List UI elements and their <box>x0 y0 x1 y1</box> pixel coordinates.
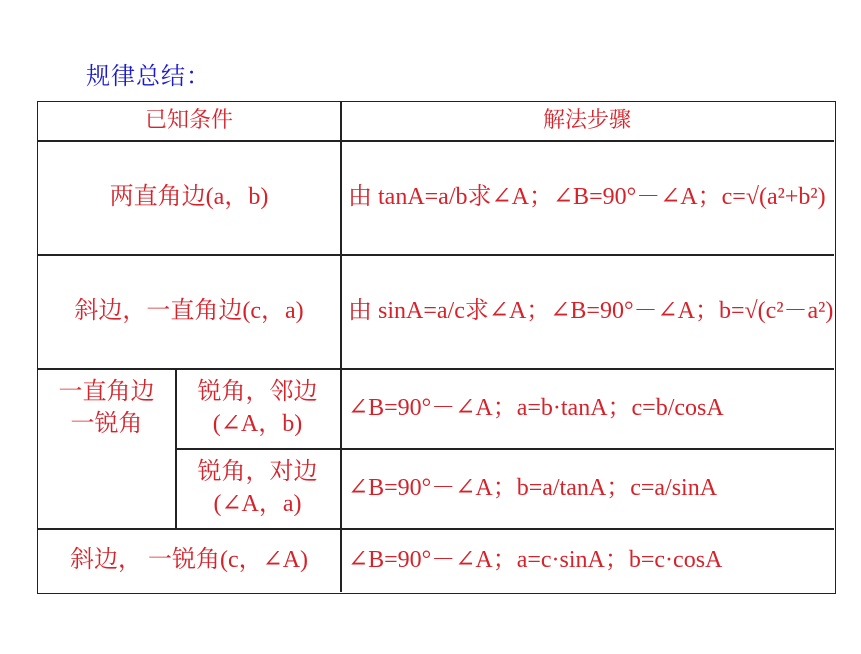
header-steps <box>340 102 834 140</box>
row4-condition-text: 锐角，对边(∠A，a) <box>197 458 318 517</box>
summary-table <box>37 101 836 594</box>
row1-steps <box>340 140 834 254</box>
row5-steps <box>340 528 834 592</box>
row2-condition <box>38 254 340 368</box>
row4-steps <box>340 448 834 528</box>
row2-steps-text: 由 sinA=a/c求∠A；∠B=90°－∠A；b=√(c²－a²) <box>348 297 834 324</box>
row3-condition-text: 锐角，邻边(∠A，b) <box>197 378 318 437</box>
row5-steps-text: ∠B=90°－∠A；a=c·sinA；b=c·cosA <box>348 546 723 573</box>
header-condition-label: 已知条件 <box>144 108 233 134</box>
row1-condition-text: 两直角边(a，b) <box>109 183 269 210</box>
row4-steps-text: ∠B=90°－∠A；b=a/tanA；c=a/sinA <box>348 474 718 501</box>
row2-steps <box>340 254 834 368</box>
header-condition <box>38 102 340 140</box>
row4-condition <box>175 448 340 528</box>
row1-condition <box>38 140 340 254</box>
group-label-text: 一直角边一锐角 <box>58 378 155 437</box>
row3-condition <box>175 368 340 448</box>
header-steps-label: 解法步骤 <box>542 108 631 134</box>
row3-steps <box>340 368 834 448</box>
row1-steps-text: 由 tanA=a/b求∠A；∠B=90°－∠A；c=√(a²+b²) <box>348 183 826 210</box>
section-title: 规律总结： <box>86 62 211 90</box>
row3-steps-text: ∠B=90°－∠A；a=b·tanA；c=b/cosA <box>348 394 724 421</box>
group-label <box>38 368 175 448</box>
row5-condition-text: 斜边， 一锐角(c，∠A) <box>69 546 309 573</box>
row5-condition <box>38 528 340 592</box>
row2-condition-text: 斜边，一直角边(c，a) <box>74 297 304 324</box>
